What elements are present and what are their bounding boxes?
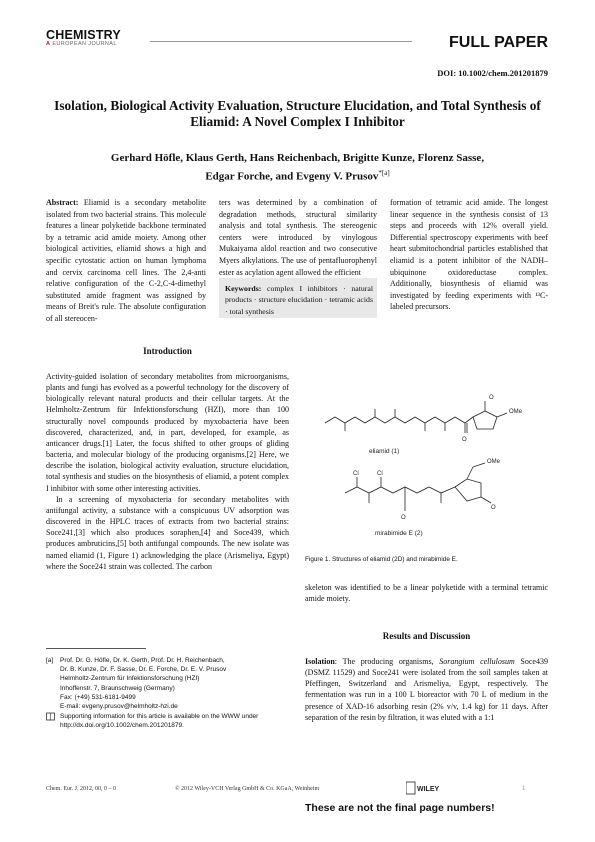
intro-para-1: Activity-guided isolation of secondary metabolites from microorganisms, plants and fungi has evolved as a powerful technology for the discovery of biologically relevant natural products and their cellular targets. At the Helmholtz-Zentrum für Infektionsforschung (HZI), more than 100 structurally novel compounds produced by myxobacteria have been discovered, characterized, and, in part, developed, for example, as anticancer drugs.[1] Later, the focus shifted to other groups of gliding bacteria, and molecular biology of the producing organisms.[2] Here, we describe the isolation, biological activity evaluation, structure elucidation, total synthesis and studies on the biosynthesis of eliamid, a potent complex I inhibitor with some other interesting activities. [46,372,289,493]
affiliation-line: Inhoffenstr. 7, Braunschweig (Germany) [60,684,175,692]
abstract-col-1-text: Eliamid is a secondary metabolite isolated from two bacterial strains. This molecule features a linear polyketide backbone terminated by a tetramic acid amide moiety. Among other biological activities, eliamid shows a high and specific cytostatic action on human lymphoma and cervix carcinoma cell lines. The 2,4-anti relative configuration of the C-2,C-4-dimethyl substituted amide fragment was assigned by means of Breit's rule. The absolute configuration of all stereocen- [46,198,206,323]
isolation-pre: : The producing organisms, [334,657,440,666]
affiliation-mark: [a] [46,657,54,664]
abstract-col-2: ters was determined by a combination of degradation methods, structural similarity analysis and total synthesis. The stereogenic centers were introduced by vinylogous Mukaiyama aldol reaction and two consecutive Myers alkylations. The use of pentafluorophenyl ester as acylation agent allowed the efficient [219,198,377,277]
affiliation-line: Dr. B. Kunze, Dr. F. Sasse, Dr. E. Forche, Dr. E. V. Prusov [60,666,227,674]
abstract-col-3: formation of tetramic acid amide. The longest linear sequence in the synthesis consist of 13 steps and proceeds with 12% overall yield. Differential spectroscopy experiments with beef heart submitochondrial particles established that eliamid is a potent inhibitor of the NADH–ubiquinone oxidoreductase complex. Additionally, biosynthesis of eliamid was investigated by feeding experiments with ¹³C-labeled precursors. [390,198,548,312]
journal-subtitle-b: EUROPEAN JOURNAL [52,41,117,47]
affiliation [46,656,291,711]
results-heading: Results and Discussion [382,631,471,641]
footnote [46,656,291,731]
isolation-rest: Soce439 (DSMZ 11529) and Soce241 were isolated from the soil samples taken at Pfeffingen, Switzerland and Arismeliya, Egypt, respectively. The fermentation was run in a 100 L bioreactor with 70 L of medium in the presence of XAD-16 adsorbing resin (2% v/v, 1.4 kg) for 11 days. After separation of the resin by filtration, it was eluted with a 1:1 [305,657,548,722]
introduction-heading: Introduction [143,346,192,356]
authors-line-2-text: Edgar Forche, and Evgeny V. Prusov [205,170,379,183]
affiliation-line: Prof. Dr. G. Höfle, Dr. K. Gerth, Prof. Dr. H. Reichenbach, [60,657,225,664]
corresponding-mark: *[a] [378,169,390,177]
svg-text:OMe: OMe [487,459,501,465]
isolation-paragraph [305,656,548,723]
keywords [225,283,373,317]
intro-continued: skeleton was identified to be a linear polyketide with a terminal tetramic amide moiety. [305,583,548,604]
keywords-text: complex I inhibitors · natural products · structure elucidation · tetramic acids · total synthesis [225,284,373,316]
svg-text:O: O [489,395,494,401]
page-number: 1 [522,786,526,792]
affiliation-line: Helmholtz-Zentrum für Infektionsforschung (HZI) [60,675,200,683]
affiliation-line: E-mail: evgeny.prusov@helmholtz-hzi.de [60,703,178,711]
footer-copyright: © 2012 Wiley-VCH Verlag GmbH & Co. KGaA, Weinheim [175,786,320,792]
abstract-label: Abstract: [46,198,79,207]
figure-caption: Figure 1. Structures of eliamid (2D) and mirabimide E. [305,556,458,563]
introduction-body [46,371,289,572]
header-rule [150,41,412,42]
svg-text:O: O [462,437,467,443]
footer-citation: Chem. Eur. J. 2012, 00, 0 – 0 [46,786,116,792]
eliamid-label: eliamid (1) [369,448,400,455]
publisher-name: WILEY [417,786,440,793]
final-pages-notice: These are not the final page numbers! [305,802,495,814]
intro-para-2: In a screening of myxobacteria for secondary metabolites with antifungal activity, a substance with a conspicuous UV adsorption was discovered in the HPLC traces of extracts from two bacterial strains: Soce241,[3] which also produces soraphen,[4] and Soce439, which produces ambruticins,[5] both antifungal compounds. The new isolate was named eliamid (1, Figure 1) acknowledging the place (Arismeliya, Egypt) where the Soce241 strain was collected. The carbon [46,494,289,571]
affiliation-line: Fax: (+49) 531-6181-9499 [60,693,136,701]
journal-subtitle [46,41,117,47]
wiley-logo-icon [406,781,440,795]
keywords-label: Keywords: [225,284,262,293]
authors-line-2 [40,166,555,185]
footnote-rule [46,648,146,649]
isolation-label: Isolation [305,657,335,666]
doi: DOI: 10.1002/chem.201201879 [437,68,548,78]
chemical-structures [305,383,548,548]
mirabimide-label: mirabimide E (2) [375,530,423,537]
wiley-logo [406,781,440,800]
journal-subtitle-a: A [46,41,51,47]
supporting-info [46,712,291,730]
svg-text:OMe: OMe [509,409,523,415]
authors [40,151,555,185]
supporting-info-text: Supporting information for this article is available on the WWW under http://dx.doi.org/10.1002/chem.201201879. [60,713,259,730]
svg-text:O: O [491,505,496,511]
section-tag: FULL PAPER [449,34,548,51]
journal-name: CHEMISTRY [46,28,121,42]
svg-text:Cl: Cl [353,471,359,477]
paper-title: Isolation, Biological Activity Evaluation, Structure Elucidation, and Total Synthesis of Eliamid: A Novel Complex I Inhibitor [54,98,541,129]
svg-text:Cl: Cl [377,471,383,477]
organism-name: Sorangium cellulosum [439,657,515,666]
figure-structures [305,383,548,548]
abstract-col-1 [46,197,206,325]
svg-text:O: O [401,515,406,521]
supporting-info-icon [46,712,55,724]
authors-line-1: Gerhard Höfle, Klaus Gerth, Hans Reichenbach, Brigitte Kunze, Florenz Sasse, [110,152,485,164]
